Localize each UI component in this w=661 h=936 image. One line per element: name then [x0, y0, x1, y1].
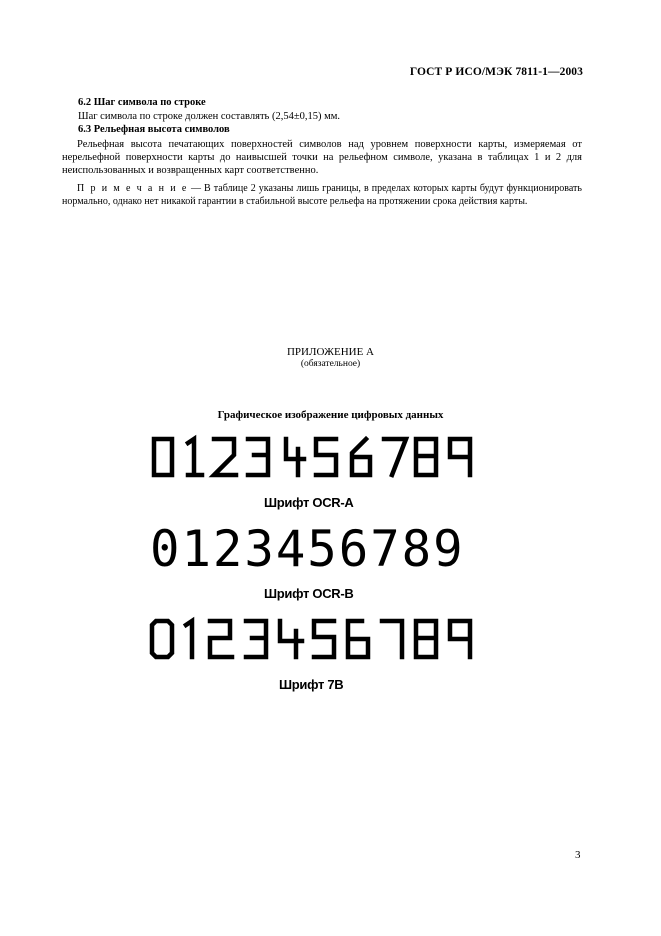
ocr-b-digits: 0123456789 [150, 520, 465, 578]
document-header-code: ГОСТ Р ИСО/МЭК 7811-1—2003 [409, 66, 583, 78]
section-6-3-text: Рельефная высота печатающих поверхностей символов над уровнем поверхности карты, измеряемая от нерельефной поверхности карты до наивысшей точки на рельефном символе, указана в таблицах 1 и 2 для неиспользованных и возвращенных карт соответственно. [62, 139, 582, 177]
section-6-2-title: 6.2 Шаг символа по строке [78, 97, 206, 108]
graphic-title: Графическое изображение цифровых данных [217, 409, 444, 421]
appendix-subtitle: (обязательное) [300, 359, 361, 369]
appendix-title: ПРИЛОЖЕНИЕ А [286, 346, 374, 358]
note-text: — В таблице 2 указаны лишь границы, в пределах которых карты будут функционировать нормально, однако нет никакой гарантии в стабильной высоте рельефа на протяжении срока действия карты. [62, 183, 582, 207]
7b-digits [150, 619, 482, 661]
font-label-ocr-b: Шрифт OCR-B [264, 586, 354, 601]
section-6-3-title: 6.3 Рельефная высота символов [78, 124, 230, 135]
section-6-2-text: Шаг символа по строке должен составлять (2,54±0,15) мм. [78, 111, 340, 122]
note-label: П р и м е ч а н и е [77, 183, 188, 194]
font-label-7b: Шрифт 7B [279, 677, 344, 692]
ocr-a-digits [152, 437, 482, 479]
page-number: 3 [575, 849, 581, 861]
font-label-ocr-a: Шрифт OCR-A [264, 495, 354, 510]
note-paragraph [62, 183, 582, 209]
